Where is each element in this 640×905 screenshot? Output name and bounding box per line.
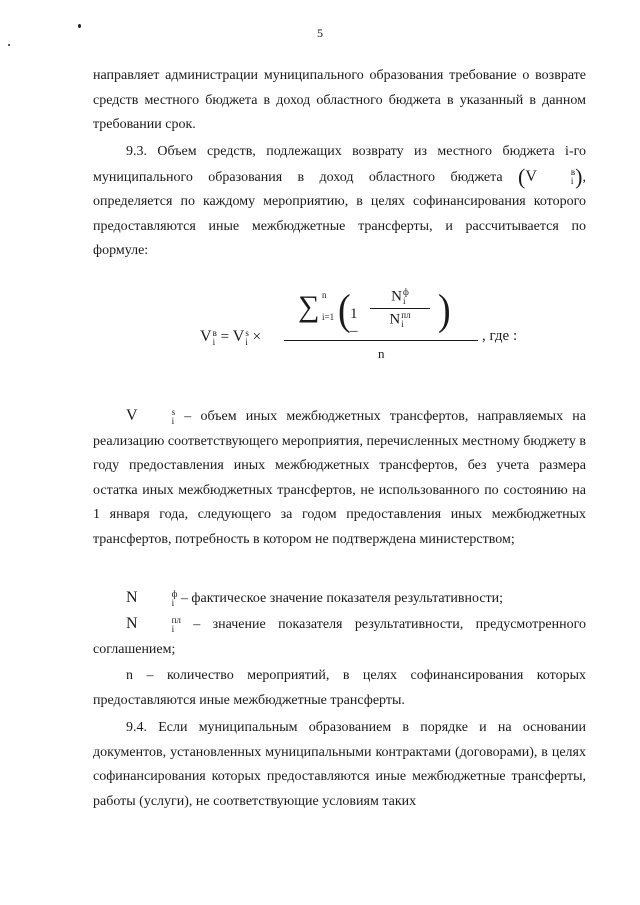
inner-fraction: N ф i N пл i (370, 288, 430, 329)
scan-artifact (8, 44, 10, 46)
subscript: i (570, 176, 574, 187)
page-number: 5 (317, 26, 323, 40)
paragraph-text: направляет администрации муниципального образования требование о возврате средств местного бюджета в доход областного бюджета в указанный в данном требовании срок. (93, 68, 586, 133)
formula-lhs: V в i = V s i × (200, 327, 262, 347)
symbol-v: V (525, 167, 537, 185)
definition-vs-text: – объем иных межбюджетных трансфертов, направляемых на реализацию соответствующего мероприятия, перечисленных местному бюджету в году предоставления иных межбюджетных трансфертов, без учета размера остатка иных межбюджетных трансфертов, не использованного по состоянию на 1 января года, следующего за годом предоставления иных межбюджетных трансфертов, потребность в котором не подтверждена министерством; (93, 409, 586, 547)
definition-npl: N пл i – значение показателя результативности, предусмотренного соглашением; (93, 614, 586, 657)
formula: V в i = V s i × ∑ n i=1 ( 1 – N ф i N пл i ) n , где : (200, 285, 518, 361)
definition-n (93, 664, 586, 713)
definition-n-text: n – количество мероприятий, в целях софинансирования которых предоставляются иные межбюджетные трансферты. (93, 668, 586, 708)
scan-artifact (78, 24, 81, 28)
formula-where: , где : (482, 328, 518, 344)
definition-nf: N ф i – фактическое значение показателя результативности; (126, 588, 504, 608)
definition-npl-text: – значение показателя результативности, предусмотренного соглашением; (93, 617, 586, 657)
paragraph-text: 9.4. Если муниципальным образованием в порядке и на основании документов, установленных муниципальными контрактами (договорами), в целях софинансирования которых предоставляются иные межбюджетные трансферты, работы (услуги), не соответствующие условиям таких (93, 720, 586, 809)
sum-sign: ∑ (298, 290, 320, 323)
formula-denominator: n (378, 346, 385, 361)
sum-limits: n i=1 (322, 290, 335, 322)
paragraph-intro (93, 64, 586, 138)
superscript: в (570, 167, 576, 178)
paragraph-text: 9.3. Объем средств, подлежащих возврату из местного бюджета i-го муниципального образования в доход областного бюджета (V в i ), определяется по каждому мероприятию, в целях софинансирования которого предоставляются иные межбюджетные трансферты, и рассчитывается по формуле: (93, 144, 586, 259)
paragraph-9-4 (93, 716, 586, 814)
paragraph-9-3-text-b: , определяется по каждому мероприятию, в целях софинансирования которого предоставляются иные межбюджетные трансферты, и рассчитывается по формуле: (93, 169, 586, 259)
definition-nf-text: – фактическое значение показателя результативности; (177, 591, 504, 606)
paragraph-9-3-text-a: 9.3. Объем средств, подлежащих возврату из местного бюджета i-го муниципального образования в доход областного бюджета (93, 144, 586, 185)
definition-vs: V s i – объем иных межбюджетных трансфертов, направляемых на реализацию соответствующего мероприятия, перечисленных местному бюджету в году предоставления иных межбюджетных трансфертов, без учета размера остатка иных межбюджетных трансфертов, не использованного по состоянию на 1 января года, следующего за годом предоставления иных межбюджетных трансфертов, потребность в котором не подтверждена министерством; (93, 406, 586, 547)
fraction-line (284, 340, 478, 341)
paragraph-9-3 (93, 140, 586, 264)
